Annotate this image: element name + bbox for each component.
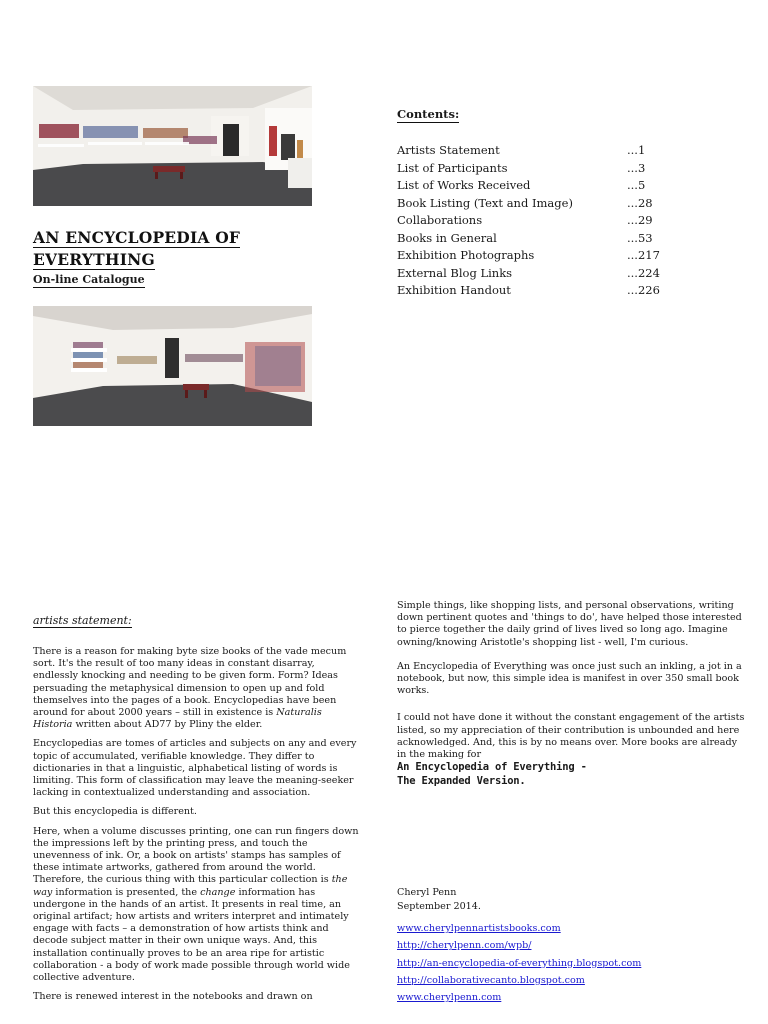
signature-date: September 2014. <box>397 901 481 912</box>
title-line-1: AN ENCYCLOPEDIA OF <box>33 228 241 247</box>
catalogue-title <box>33 227 240 271</box>
contents-item-label: List of Works Received <box>397 178 531 192</box>
contents-item-page: ...226 <box>627 283 660 297</box>
contents-item-label: Book Listing (Text and Image) <box>397 195 573 210</box>
link-artists-books[interactable]: www.cherylpennartistsbooks.com <box>397 923 561 934</box>
contents-item-page: ...5 <box>627 178 646 192</box>
contents-item[interactable] <box>397 230 697 248</box>
statement-paragraph: Encyclopedias are tomes of articles and subjects on any and every topic of accumulated, verifiable knowledge. They differ to dictionaries in that a linguistic, alphabetical listing of words is limiting. This form of classification may leave the meaning-seeker lacking in contextualized understanding and association. <box>33 738 357 799</box>
statement-italic: change <box>200 886 236 898</box>
contents-item-label: List of Participants <box>397 160 508 175</box>
contents-heading: Contents: <box>397 107 460 121</box>
contents-item-page: ...3 <box>627 160 646 175</box>
statement-paragraph <box>33 826 361 985</box>
catalogue-subtitle: On-line Catalogue <box>33 273 145 286</box>
contents-item[interactable] <box>397 247 697 265</box>
external-links <box>397 920 641 1006</box>
statement-text: There is a reason for making byte size books of the vade mecum sort. It's the result of too many ideas in constant disarray, endlessly knocking and needing to be given form. Form? Ideas persuading the metaphysical dimension to open up and fold themselves into the pages of a book. Encyclopedias have been around for about 2000 years – still in existence is <box>33 646 347 719</box>
expanded-version-title-1: An Encyclopedia of Everything - <box>397 761 587 774</box>
contents-item[interactable] <box>397 195 697 213</box>
contents-item-page: ...1 <box>627 143 646 157</box>
gallery-photo-panorama <box>33 306 312 426</box>
contents-item[interactable] <box>397 265 697 283</box>
contents-item-label: Exhibition Handout <box>397 283 511 297</box>
artists-statement-body <box>33 646 361 1010</box>
statement-text: written about AD77 by Pliny the elder. <box>75 719 263 731</box>
link-encyclopedia-blog[interactable]: http://an-encyclopedia-of-everything.blogspot.com <box>397 957 642 969</box>
statement-paragraph: There is renewed interest in the notebooks and drawn on <box>33 991 313 1003</box>
statement-paragraph: But this encyclopedia is different. <box>33 806 197 818</box>
statement-italic-title: Naturalis Historia <box>33 707 322 731</box>
contents-item[interactable] <box>397 160 697 178</box>
contents-item-label: Books in General <box>397 230 497 245</box>
statement-text: information is presented, the <box>55 886 198 898</box>
contents-item[interactable] <box>397 142 697 160</box>
link-wpb[interactable]: http://cherylpenn.com/wpb/ <box>397 940 532 952</box>
contents-item[interactable] <box>397 282 697 300</box>
statement-paragraph: I could not have done it without the constant engagement of the artists listed, so my appreciation of their contribution is unbounded and here acknowledged. And, this is by no means over. More books are already in the making for <box>397 712 745 761</box>
contents-item-label: Artists Statement <box>397 143 500 157</box>
statement-paragraph: An Encyclopedia of Everything was once just such an inkling, a jot in a notebook, but now, this simple idea is manifest in over 350 small book works. <box>397 660 742 697</box>
contents-item-page: ...217 <box>627 248 660 262</box>
contents-item[interactable] <box>397 177 697 195</box>
contents-item-page: ...28 <box>627 195 653 210</box>
title-line-2: EVERYTHING <box>33 250 155 269</box>
contents-item-page: ...29 <box>627 213 653 227</box>
contents-item-page: ...53 <box>627 230 653 245</box>
artists-statement-heading: artists statement: <box>33 614 132 627</box>
statement-italic: the way <box>33 874 348 898</box>
link-collaborative-canto[interactable]: http://collaborativecanto.blogspot.com <box>397 974 585 986</box>
contents-item-label: Collaborations <box>397 213 483 227</box>
contents-item-label: Exhibition Photographs <box>397 248 535 262</box>
author-name: Cheryl Penn <box>397 887 457 898</box>
contents-list <box>397 142 697 300</box>
contents-item-page: ...224 <box>627 265 660 280</box>
expanded-version-title-2: The Expanded Version. <box>397 774 526 787</box>
statement-text: Here, when a volume discusses printing, one can run fingers down the impressions left by the printing press, and touch the unevenness of ink. Or, a book on artists' stamps has samples of these intimate artworks, gathered from around the world. Therefore, the curious thing with this particular collection is <box>33 825 359 886</box>
statement-text: information has undergone in the hands of an artist. It presents in real time, an original artifact; how artists and writers interpret and intimately engage with facts – a demonstration of how artists think and decode subject matter in their own unique ways. And, this installation continually proves to be an area ripe for artistic collaboration - a body of work made possible through world wide collective adventure. <box>33 886 350 984</box>
gallery-photo-top <box>33 86 312 206</box>
signature-block <box>397 886 481 914</box>
statement-continued <box>397 600 747 788</box>
contents-item[interactable] <box>397 212 697 230</box>
link-cherylpenn[interactable]: www.cherylpenn.com <box>397 992 502 1004</box>
statement-paragraph: Simple things, like shopping lists, and personal observations, writing down pertinent quotes and 'things to do', have helped those interested to pierce together the daily grind of lives lived so long ago. Imagine owning/knowing Aristotle's shopping list - well, I'm curious. <box>397 600 742 648</box>
contents-item-label: External Blog Links <box>397 265 513 280</box>
statement-paragraph <box>33 646 361 731</box>
